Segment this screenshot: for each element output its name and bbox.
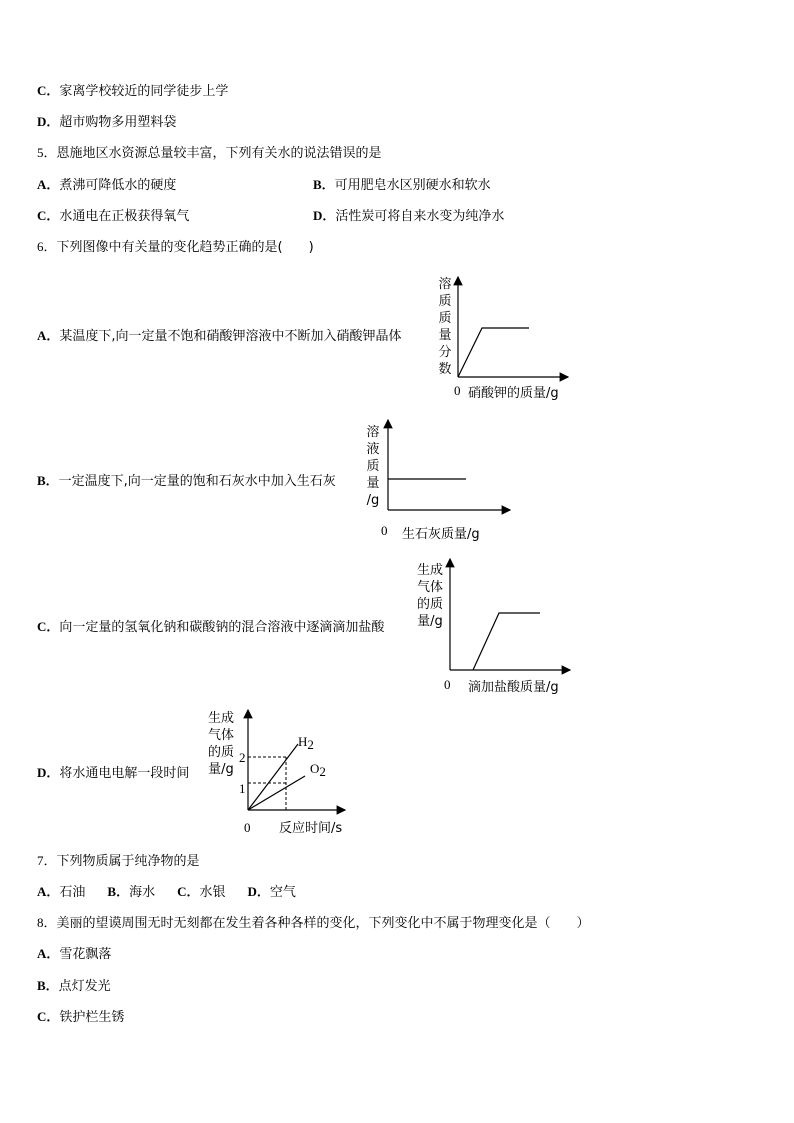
series-o2-base: O [310, 761, 320, 776]
option-text: 超市购物多用塑料袋 [59, 115, 177, 130]
series-h2-sub: 2 [307, 737, 314, 752]
question-text: 恩施地区水资源总量较丰富，下列有关水的说法错误的是 [56, 146, 382, 161]
question-text: 美丽的望谟周围无时无刻都在发生着各种各样的变化，下列变化中不属于物理变化是（ ） [56, 916, 590, 931]
q8-option-b [37, 978, 111, 995]
origin-label: 0 [381, 523, 388, 538]
series-o2-sub: 2 [319, 764, 326, 779]
y-label-line: 量/g [417, 614, 443, 629]
option-text: 家离学校较近的同学徒步上学 [59, 84, 229, 99]
option-letter: C． [37, 619, 60, 634]
question-text: 下列物质属于纯净物的是 [56, 854, 200, 869]
x-label: 硝酸钾的质量/g [468, 386, 559, 401]
origin-label: 0 [444, 677, 451, 692]
q5-option-b [313, 177, 491, 194]
question-text: 下列图像中有关量的变化趋势正确的是( ) [56, 240, 314, 255]
series-o2-label [310, 761, 326, 779]
option-letter: B． [37, 978, 59, 993]
curve [458, 328, 529, 377]
q5-option-c [37, 208, 189, 225]
y-label-line: 量/g [208, 762, 234, 777]
curve [473, 613, 540, 670]
question-number: 6． [37, 239, 57, 254]
option-letter: A． [37, 884, 60, 899]
x-label: 生石灰质量/g [402, 527, 480, 542]
question-number: 5． [37, 145, 57, 160]
option-letter: A． [37, 946, 60, 961]
option-letter: C． [177, 884, 200, 899]
q6-option-a [37, 328, 402, 345]
option-letter: A． [37, 328, 60, 343]
graph-b [360, 418, 560, 546]
option-text: 点灯发光 [58, 979, 111, 994]
q7-options [37, 884, 296, 901]
option-text: 一定温度下,向一定量的饱和石灰水中加入生石灰 [58, 474, 336, 489]
y-label-line: 生成 [207, 711, 235, 726]
y-label-char: 分 [438, 345, 452, 360]
option-text: 海水 [129, 885, 156, 900]
q4-option-c [37, 83, 228, 100]
tick-2-label: 2 [239, 750, 246, 765]
option-text: 雪花飘落 [59, 947, 112, 962]
y-label-line: 的质 [207, 745, 235, 760]
tick-1-label: 1 [239, 781, 246, 796]
option-letter: C． [37, 1009, 60, 1024]
origin-label: 0 [244, 820, 251, 835]
option-text: 水银 [199, 885, 226, 900]
option-letter: A． [37, 177, 60, 192]
option-letter: B． [107, 884, 130, 899]
q6-stem [37, 239, 314, 256]
q8-option-a [37, 946, 111, 963]
option-letter: D． [313, 208, 336, 223]
y-label-char: 量 [438, 328, 452, 343]
option-letter: D． [37, 114, 60, 129]
q7-stem [37, 853, 200, 870]
y-label-char: 溶 [366, 425, 380, 440]
y-label-char: 量 [366, 476, 380, 491]
q4-option-d [37, 114, 176, 131]
y-label-char: 质 [438, 294, 452, 309]
x-label: 滴加盐酸质量/g [468, 680, 559, 695]
y-label-line: 气体 [207, 728, 235, 743]
question-number: 8． [37, 915, 57, 930]
q5-option-d [313, 208, 504, 225]
graph-a [430, 272, 610, 402]
option-text: 铁护栏生锈 [59, 1010, 125, 1025]
q6-option-d [37, 765, 189, 782]
option-text: 煮沸可降低水的硬度 [59, 178, 177, 193]
option-text: 空气 [269, 885, 296, 900]
q5-option-a [37, 177, 176, 194]
series-h2-base: H [298, 734, 308, 749]
option-text: 某温度下,向一定量不饱和硝酸钾溶液中不断加入硝酸钾晶体 [59, 329, 402, 344]
option-letter: D． [247, 884, 270, 899]
option-letter: C． [37, 83, 60, 98]
origin-label: 0 [454, 383, 461, 398]
option-text: 将水通电电解一段时间 [59, 766, 190, 781]
option-letter: D． [37, 765, 60, 780]
y-label-char: 质 [438, 311, 452, 326]
y-label-char: 液 [366, 442, 380, 457]
graph-d [200, 705, 370, 840]
option-letter: B． [37, 473, 59, 488]
y-label-line: 生成 [416, 563, 444, 578]
q6-option-b [37, 473, 336, 490]
q5-stem [37, 145, 382, 162]
question-number: 7． [37, 853, 57, 868]
q6-option-c [37, 619, 384, 636]
option-text: 可用肥皂水区别硬水和软水 [334, 178, 491, 193]
option-letter: B． [313, 177, 335, 192]
y-label-line: 的质 [416, 597, 444, 612]
y-label-char: 溶 [438, 277, 452, 292]
y-label-char: 数 [438, 362, 452, 377]
option-text: 向一定量的氢氧化钠和碳酸钠的混合溶液中逐滴滴加盐酸 [59, 620, 385, 635]
x-label: 反应时间/s [279, 821, 343, 836]
q8-option-c [37, 1009, 124, 1026]
option-letter: C． [37, 208, 60, 223]
series-h2-line [248, 744, 298, 810]
graph-c [410, 556, 590, 696]
option-text: 活性炭可将自来水变为纯净水 [335, 209, 505, 224]
option-text: 水通电在正极获得氧气 [59, 209, 190, 224]
series-h2-label [298, 734, 314, 752]
q8-stem [37, 915, 590, 932]
y-label-char: /g [366, 493, 380, 508]
series-o2-line [248, 776, 305, 810]
y-label-char: 质 [366, 459, 380, 474]
option-text: 石油 [59, 885, 86, 900]
y-label-line: 气体 [416, 580, 444, 595]
